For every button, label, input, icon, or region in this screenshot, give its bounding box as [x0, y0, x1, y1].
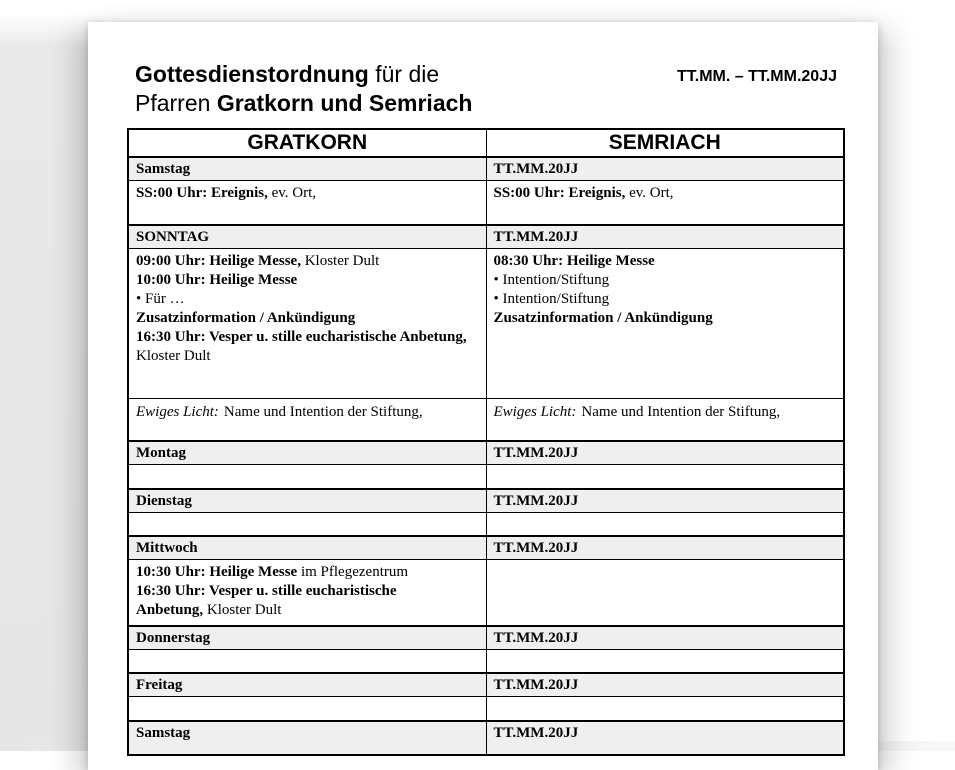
- sonntag-semriach-cell: [486, 248, 844, 398]
- day-label-sonntag: SONNTAG: [128, 225, 486, 249]
- title-line-1: [135, 60, 472, 89]
- date-range: TT.MM. – TT.MM.20JJ: [676, 68, 837, 85]
- freitag-content-row: [128, 697, 844, 721]
- column-header-semriach: SEMRIACH: [486, 129, 844, 157]
- ewiges-licht-label: Ewiges Licht:: [136, 403, 219, 420]
- mass-location: im Pflegezentrum: [297, 564, 409, 580]
- montag-semriach-cell: [486, 465, 844, 489]
- vesper-location: Kloster Dult: [203, 602, 282, 618]
- day-row-freitag: [128, 673, 844, 697]
- mittwoch-gratkorn-cell: [128, 560, 486, 626]
- intention-bullet: • Intention/Stiftung: [493, 271, 610, 288]
- event-detail: ev. Ort,: [625, 185, 674, 201]
- donnerstag-semriach-cell: [486, 649, 844, 673]
- ewiges-licht-semriach-cell: [486, 398, 844, 441]
- mass-time-bold: 10:00 Uhr: Heilige Messe: [136, 271, 298, 288]
- date-cell-samstag: TT.MM.20JJ: [486, 721, 844, 755]
- day-label-freitag: Freitag: [128, 673, 486, 697]
- day-label-montag: Montag: [128, 441, 486, 465]
- schedule-table: [127, 128, 845, 756]
- zusatzinformation-label: Zusatzinformation / Ankündigung: [493, 309, 713, 326]
- date-cell-freitag: TT.MM.20JJ: [486, 673, 844, 697]
- vesper-bold: 16:30 Uhr: Vesper u. stille eucharistische: [136, 583, 397, 599]
- date-cell-dienstag: TT.MM.20JJ: [486, 489, 844, 513]
- montag-content-row: [128, 465, 844, 489]
- event-time-bold: SS:00 Uhr: Ereignis,: [493, 185, 626, 201]
- day-label-donnerstag: Donnerstag: [128, 626, 486, 650]
- day-row-donnerstag: [128, 626, 844, 650]
- day-label-mittwoch: Mittwoch: [128, 536, 486, 560]
- donnerstag-gratkorn-cell: [128, 649, 486, 673]
- vesper-bold: Anbetung,: [136, 602, 204, 618]
- sonntag-content-row: [128, 248, 844, 398]
- sonntag-gratkorn-cell: [128, 248, 486, 398]
- title-lead-2: Pfarren: [135, 90, 217, 116]
- dienstag-semriach-cell: [486, 512, 844, 536]
- day-row-sonntag: [128, 225, 844, 249]
- column-header-row: [128, 129, 844, 157]
- event-time-bold: SS:00 Uhr: Ereignis,: [136, 185, 268, 201]
- donnerstag-content-row: [128, 649, 844, 673]
- mass-location: Kloster Dult: [300, 252, 380, 269]
- document-title: [135, 60, 472, 118]
- day-row-samstag-2: [128, 721, 844, 755]
- mass-time-bold: 09:00 Uhr: Heilige Messe,: [136, 252, 301, 269]
- date-cell-montag: TT.MM.20JJ: [486, 441, 844, 465]
- date-cell-samstag: TT.MM.20JJ: [486, 157, 844, 181]
- freitag-gratkorn-cell: [128, 697, 486, 721]
- ewiges-licht-row: [128, 398, 844, 441]
- day-row-montag: [128, 441, 844, 465]
- ewiges-licht-label: Ewiges Licht:: [493, 403, 577, 420]
- title-main: Gottesdienstordnung: [135, 61, 369, 87]
- vesper-bold: 16:30 Uhr: Vesper u. stille eucharistische Anbetung,: [136, 328, 467, 345]
- ewiges-licht-gratkorn-cell: [128, 398, 486, 441]
- vesper-location: Kloster Dult: [136, 347, 211, 364]
- date-cell-donnerstag: TT.MM.20JJ: [486, 626, 844, 650]
- samstag-semriach-cell: [486, 181, 844, 225]
- title-rest-1: für die: [368, 61, 440, 87]
- mittwoch-content-row: [128, 560, 844, 626]
- day-row-mittwoch: [128, 536, 844, 560]
- mass-time-bold: 08:30 Uhr: Heilige Messe: [493, 252, 655, 269]
- mittwoch-semriach-cell: [486, 560, 844, 626]
- intention-bullet: • Für …: [136, 290, 185, 307]
- freitag-semriach-cell: [486, 697, 844, 721]
- date-cell-mittwoch: TT.MM.20JJ: [486, 536, 844, 560]
- date-cell-sonntag: TT.MM.20JJ: [486, 225, 844, 249]
- montag-gratkorn-cell: [128, 465, 486, 489]
- ewiges-licht-text: Name und Intention der Stiftung,: [223, 403, 423, 420]
- day-label-samstag: Samstag: [128, 721, 486, 755]
- event-detail: ev. Ort,: [267, 185, 317, 201]
- day-row-samstag: [128, 157, 844, 181]
- day-label-samstag: Samstag: [128, 157, 486, 181]
- dienstag-gratkorn-cell: [128, 512, 486, 536]
- day-label-dienstag: Dienstag: [128, 489, 486, 513]
- day-row-dienstag: [128, 489, 844, 513]
- samstag-gratkorn-cell: [128, 181, 486, 225]
- column-header-gratkorn: GRATKORN: [128, 129, 486, 157]
- zusatzinformation-label: Zusatzinformation / Ankündigung: [136, 309, 356, 326]
- samstag-content-row: [128, 181, 844, 225]
- ewiges-licht-text: Name und Intention der Stiftung,: [581, 403, 781, 420]
- intention-bullet: • Intention/Stiftung: [493, 290, 610, 307]
- dienstag-content-row: [128, 512, 844, 536]
- title-line-2: [135, 89, 472, 118]
- title-parishes: Gratkorn und Semriach: [216, 90, 473, 116]
- mass-time-bold: 10:30 Uhr: Heilige Messe: [136, 564, 298, 580]
- document-page: [88, 22, 878, 770]
